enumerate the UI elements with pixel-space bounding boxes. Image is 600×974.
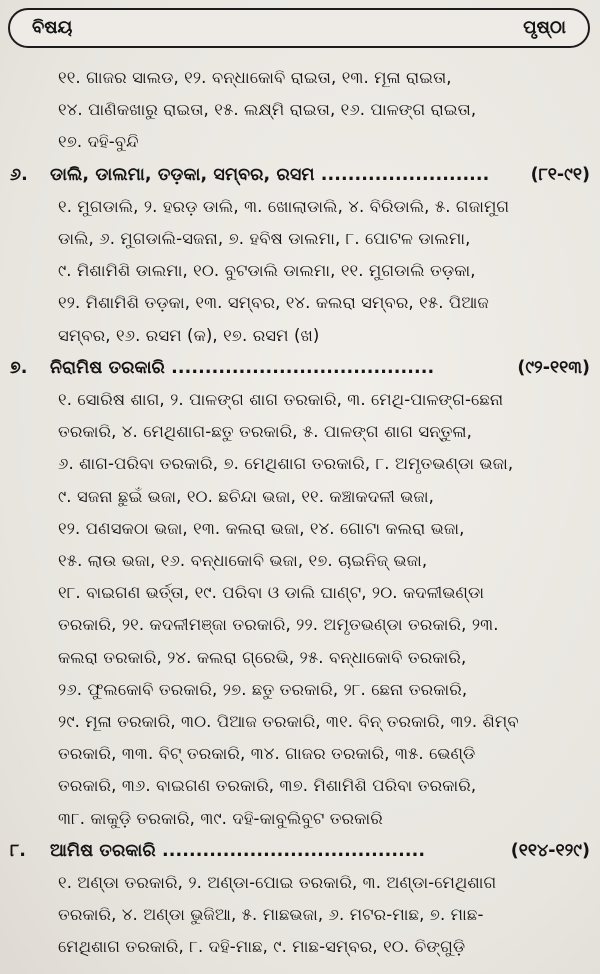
contents-line: ୧. ଅଣ୍ଡା ତରକାରି, ୨. ଅଣ୍ଡା-ପୋଇ ତରକାରି, ୩. ଅଣ୍ଡା-ମେଥିଶାଗ <box>58 873 497 892</box>
chapter-heading <box>10 841 425 861</box>
chapter-heading <box>10 165 489 185</box>
contents-line: ତରକାରି, ୩୩. ବିଟ୍ ତରକାରି, ୩୪. ଗାଜର ତରକାରି, ୩୫. ଭେଣ୍ଡି <box>58 744 476 764</box>
chapter-page-range: (୮୧-୯୧) <box>530 164 590 185</box>
contents-line: ୧୧. ଗାଜର ସାଲଡ, ୧୨. ବନ୍ଧାକୋବି ରାଇତା, ୧୩. ମୂଳା ରାଇତା, <box>58 68 452 87</box>
contents-line: ତରକାରି, ୨୧. କଦଳୀମଞ୍ଜା ତରକାରି, ୨୨. ଅମୃତଭଣ୍ଡା ତରକାରି, ୨୩. <box>58 615 499 635</box>
contents-line: ୩୮. କାକୁଡ଼ି ତରକାରି, ୩୯. ଦହି-କାବୁଲିବୁଟ ତରକାରି <box>58 808 383 828</box>
chapter-title: ନିରାମିଷ ତରକାରି ....................................... <box>50 357 435 378</box>
index-header <box>8 8 590 48</box>
contents-line: ୧. ସୋରିଷ ଶାଗ, ୨. ପାଳଙ୍ଗ ଶାଗ ତରକାରି, ୩. ମେଥି-ପାଳଙ୍ଗ-ଛେନା <box>58 390 504 409</box>
chapter-page-range: (୧୧୪-୧୨୯) <box>510 840 590 861</box>
chapter-number: ୬. <box>10 164 28 185</box>
subject-column-title: ବିଷୟ <box>32 17 73 38</box>
contents-line: ଡାଲି, ୬. ମୁଗଡାଲି-ସଜନା, ୭. ହବିଷ ଡାଲମା, ୮. ପୋଟଳ ଡାଲମା, <box>58 229 471 248</box>
chapter-page-range: (୯୨-୧୧୩) <box>517 357 590 378</box>
contents-line: ୨୬. ଫୁଲକୋବି ତରକାରି, ୨୭. ଛତୁ ତରକାରି, ୨୮. ଛେନା ତରକାରି, <box>58 679 468 699</box>
contents-line: କଲରା ତରକାରି, ୨୪. କଲରା ଗ୍ରେଭି, ୨୫. ବନ୍ଧାକୋବି ତରକାରି, <box>58 647 467 667</box>
contents-line: ସମ୍ବର, ୧୬. ରସମ (କ), ୧୭. ରସମ (ଖ) <box>58 325 320 345</box>
contents-line: ମେଥିଶାଗ ତରକାରି, ୮. ଦହି-ମାଛ, ୯. ମାଛ-ସମ୍ବର, ୧୦. ଚିଙ୍ଗୁଡ଼ି <box>58 937 466 957</box>
contents-line: ୧୨. ପଣସକଠା ଭଜା, ୧୩. କଲରା ଭଜା, ୧୪. ଗୋଟା କଲରା ଭଜା, <box>58 518 465 538</box>
contents-line: ୧୭. ଦହି-ବୁନ୍ଦି <box>58 132 139 152</box>
contents-line: ୯. ମିଶାମିଶି ଡାଲମା, ୧୦. ବୁଟଡାଲି ଡାଲମା, ୧୧. ମୁଗଡାଲି ତଡ଼କା, <box>58 261 476 281</box>
chapter-number: ୭. <box>10 357 28 378</box>
contents-line: ୯. ସଜନା ଛୁଇଁ ଭଜା, ୧୦. ଛଚିନ୍ଦା ଭଜା, ୧୧. କଞ୍ଚାକଦଳୀ ଭଜା, <box>58 486 434 506</box>
contents-line: ୧. ମୁଗଡାଲି, ୨. ହରଡ଼ ଡାଲି, ୩. ଖୋଲାଡାଲି, ୪. ବିରିଡାଲି, ୫. ଗଜାମୁଗ <box>58 196 510 216</box>
contents-line: ୧୨. ମିଶାମିଶି ତଡ଼କା, ୧୩. ସମ୍ବର, ୧୪. କଲରା ସମ୍ବର, ୧୫. ପିଆଜ <box>58 293 489 313</box>
chapter-heading <box>10 358 434 378</box>
chapter-title: ଡାଲି, ଡାଲମା, ତଡ଼କା, ସମ୍ବର, ରସମ ......................... <box>50 164 490 185</box>
page-column-title: ପୃଷ୍ଠା <box>523 17 566 38</box>
contents-line: ୧୫. ଲାଉ ଭଜା, ୧୬. ବନ୍ଧାକୋବି ଭଜା, ୧୭. ଚାଇନିଜ୍ ଭଜା, <box>58 551 428 570</box>
contents-line: ୨୯. ମୂଳା ତରକାରି, ୩୦. ପିଆଜ ତରକାରି, ୩୧. ବିନ୍ ତରକାରି, ୩୨. ଶିମ୍ବ <box>58 712 519 731</box>
contents-line: ୧୪. ପାଣିକଖାରୁ ରାଇତା, ୧୫. ଲକ୍ଷ୍ମି ରାଇତା, ୧୬. ପାଳଙ୍ଗ ରାଇତା, <box>58 100 477 120</box>
contents-line: ତରକାରି, ୪. ମେଥିଶାଗ-ଛତୁ ତରକାରି, ୫. ପାଳଙ୍ଗ ଶାଗ ସନ୍ତୁଳା, <box>58 422 472 442</box>
chapter-number: ୮. <box>10 840 26 861</box>
contents-line: ୬. ଶାଗ-ପରିବା ତରକାରି, ୭. ମେଥିଶାଗ ତରକାରି, ୮. ଅମୃତଭଣ୍ଡା ଭଜା, <box>58 454 514 474</box>
contents-line: ତରକାରି, ୩୬. ବାଇଗଣ ତରକାରି, ୩୭. ମିଶାମିଶି ପରିବା ତରକାରି, <box>58 776 477 796</box>
chapter-title: ଆମିଷ ତରକାରି ....................................... <box>50 840 426 861</box>
contents-line: ତରକାରି, ୪. ଅଣ୍ଡା ଭୁଜିଆ, ୫. ମାଛଭଜା, ୬. ମଟର-ମାଛ, ୭. ମାଛ- <box>58 905 484 925</box>
contents-line: ୧୮. ବାଇଗଣ ଭର୍ତ୍ତା, ୧୯. ପରିବା ଓ ଡାଲି ଘାଣ୍ଟ, ୨୦. କଦଳୀଭଣ୍ଡା <box>58 583 485 603</box>
